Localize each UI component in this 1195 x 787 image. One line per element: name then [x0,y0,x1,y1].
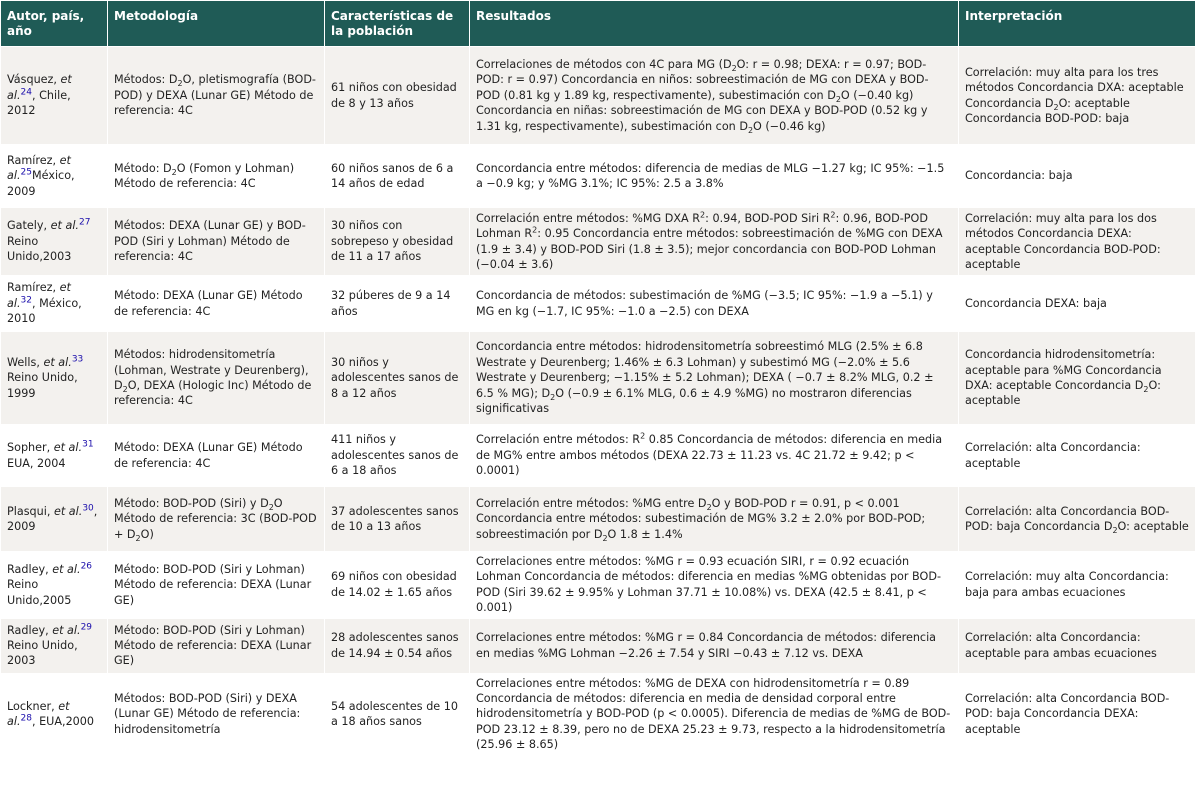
population-cell: 60 niños sanos de 6 a 14 años de edad [325,145,470,208]
author-cell: Gately, et al.$^{27}$ Reino Unido,2003 [1,208,108,276]
header-results: Resultados [470,1,959,47]
population-cell: 69 niños con obesidad de 14.02 ± 1.65 años [325,552,470,619]
methodology-cell: Métodos: DEXA (Lunar GE) y BOD-POD (Siri y Lohman) Método de referencia: 4C [108,208,325,276]
methodology-cell: Método: BOD-POD (Siri y Lohman) Método de referencia: DEXA (Lunar GE) [108,618,325,673]
population-cell: 30 niños y adolescentes sanos de 8 a 12 años [325,332,470,425]
author-cell: Radley, et al.$^{26}$ Reino Unido,2005 [1,552,108,619]
results-cell: Correlaciones entre métodos: %MG r = 0.84 Concordancia de métodos: diferencia en medias %MG Lohman −2.26 ± 7.54 y SIRI −0.43 ± 7.12 vs. DEXA [470,618,959,673]
table-row [1,487,1195,552]
header-row [1,1,1195,47]
author-cell: Radley, et al.$^{29}$ Reino Unido, 2003 [1,618,108,673]
header-methodology: Metodología [108,1,325,47]
table-row [1,208,1195,276]
population-cell: 32 púberes de 9 a 14 años [325,276,470,332]
interpretation-cell: Concordancia DEXA: baja [959,276,1195,332]
population-cell: 28 adolescentes sanos de 14.94 ± 0.54 años [325,618,470,673]
table-row [1,47,1195,145]
interpretation-cell: Correlación: alta Concordancia: aceptable para ambas ecuaciones [959,618,1195,673]
interpretation-cell: Correlación: muy alta Concordancia: baja para ambas ecuaciones [959,552,1195,619]
interpretation-cell: Correlación: muy alta para los dos métodos Concordancia DEXA: aceptable Concordancia BOD-POD: aceptable [959,208,1195,276]
results-cell: Correlaciones entre métodos: %MG de DEXA con hidrodensitometría r = 0.89 Concordancia de métodos: diferencia en media de densidad corporal entre hidrodensitometría y BOD-POD (p < 0.0005). Diferencia de medias de %MG de BOD-POD 23.12 ± 8.39, pero no de DEXA 25.23 ± 9.73, respecto a la hidrodensitometría (25.96 ± 8.65) [470,673,959,755]
methodology-cell: Método: $D_2O$ (Fomon y Lohman) Método de referencia: 4C [108,145,325,208]
results-cell: Correlaciones entre métodos: %MG r = 0.93 ecuación SIRI, r = 0.92 ecuación Lohman Concordancia de métodos: diferencia en medias %MG obtenidas por BOD-POD (Siri 39.62 ± 9.95% y Lohman 37.71 ± 10.08%) vs. DEXA (42.5 ± 8.41, p < 0.001) [470,552,959,619]
population-cell: 30 niños con sobrepeso y obesidad de 11 a 17 años [325,208,470,276]
population-cell: 37 adolescentes sanos de 10 a 13 años [325,487,470,552]
header-author: Autor, país, año [1,1,108,47]
methodology-cell: Método: DEXA (Lunar GE) Método de referencia: 4C [108,425,325,487]
table-row [1,552,1195,619]
results-cell: Concordancia de métodos: subestimación de %MG (−3.5; IC 95%: −1.9 a −5.1) y MG en kg (−1.7, IC 95%: −1.0 a −2.5) con DEXA [470,276,959,332]
table-row [1,145,1195,208]
table-row [1,276,1195,332]
results-cell: Correlación entre métodos: %MG DXA $R^2$: 0.94, BOD-POD Siri $R^2$: 0.96, BOD-POD Lohman $R^2$: 0.95 Concordancia entre métodos: sobreestimación de %MG con DEXA (1.9 ± 3.4) y BOD-POD Siri (1.8 ± 3.5); mejor concordancia con BOD-POD Lohman (−0.04 ± 3.6) [470,208,959,276]
header-interpretation: Interpretación [959,1,1195,47]
interpretation-cell: Concordancia: baja [959,145,1195,208]
author-cell: Ramírez, et al.$^{25}$México, 2009 [1,145,108,208]
population-cell: 411 niños y adolescentes sanos de 6 a 18 años [325,425,470,487]
results-cell: Correlación entre métodos: $R^2$ 0.85 Concordancia de métodos: diferencia en media de MG% entre ambos métodos (DEXA 22.73 ± 11.23 vs. 4C 21.72 ± 9.42; p < 0.0001) [470,425,959,487]
author-cell: Lockner, et al.$^{28}$, EUA,2000 [1,673,108,755]
results-cell: Correlaciones de métodos con 4C para MG ($D_2O$: r = 0.98; DEXA: r = 0.97; BOD-POD: r = 0.97) Concordancia en niños: sobreestimación de MG con DEXA y BOD-POD (0.81 kg y 1.89 kg, respectivamente), subestimación con $D_2O$ (−0.40 kg) Concordancia en niñas: sobreestimación de MG con DEXA y BOD-POD (0.52 kg y 1.31 kg, respectivamente), subestimación con $D_2O$ (−0.46 kg) [470,47,959,145]
interpretation-cell: Correlación: alta Concordancia: aceptable [959,425,1195,487]
methodology-cell: Método: BOD-POD (Siri y Lohman) Método de referencia: DEXA (Lunar GE) [108,552,325,619]
methodology-cell: Métodos: BOD-POD (Siri) y DEXA (Lunar GE) Método de referencia: hidrodensitometría [108,673,325,755]
interpretation-cell: Correlación: muy alta para los tres métodos Concordancia DXA: aceptable Concordancia $D_2O$: aceptable Concordancia BOD-POD: baja [959,47,1195,145]
interpretation-cell: Correlación: alta Concordancia BOD-POD: baja Concordancia $D_2O$: aceptable [959,487,1195,552]
author-cell: Sopher, et al.$^{31}$ EUA, 2004 [1,425,108,487]
table-row [1,673,1195,755]
author-cell: Wells, et al.$^{33}$ Reino Unido, 1999 [1,332,108,425]
population-cell: 61 niños con obesidad de 8 y 13 años [325,47,470,145]
methodology-cell: Métodos: hidrodensitometría (Lohman, Westrate y Deurenberg), $D_2O$, DEXA (Hologic Inc) Método de referencia: 4C [108,332,325,425]
results-cell: Correlación entre métodos: %MG entre $D_2O$ y BOD-POD r = 0.91, p < 0.001 Concordancia entre métodos: subestimación de MG% 3.2 ± 2.0% por BOD-POD; sobreestimación por $D_2O$ 1.8 ± 1.4% [470,487,959,552]
author-cell: Vásquez, et al.$^{24}$, Chile, 2012 [1,47,108,145]
methodology-cell: Método: BOD-POD (Siri) y $D_2O$ Método de referencia: 3C $(BOD-POD + D_2O)$ [108,487,325,552]
author-cell: Ramírez, et al.$^{32}$, México, 2010 [1,276,108,332]
table-row [1,618,1195,673]
interpretation-cell: Correlación: alta Concordancia BOD-POD: baja Concordancia DEXA: aceptable [959,673,1195,755]
header-population: Características de la población [325,1,470,47]
author-cell: Plasqui, et al.$^{30}$, 2009 [1,487,108,552]
table-body [1,47,1195,756]
methodology-cell: Método: DEXA (Lunar GE) Método de referencia: 4C [108,276,325,332]
results-cell: Concordancia entre métodos: hidrodensitometría sobreestimó MLG (2.5% ± 6.8 Westrate y Deurenberg; 1.46% ± 6.3 Lohman) y subestimó MG (−2.0% ± 5.6 Westrate y Deurenberg; −1.15% ± 5.2 Lohman); DEXA ( −0.7 ± 8.2% MLG, 0.2 ± 6.5 % MG); $D_2O$ (−0.9 ± 6.1% MLG, 0.6 ± 4.9 %MG) no mostraron diferencias significativas [470,332,959,425]
interpretation-cell: Concordancia hidrodensitometría: aceptable para %MG Concordancia DXA: aceptable Concordancia $D_2O$: aceptable [959,332,1195,425]
table-row [1,332,1195,425]
results-cell: Concordancia entre métodos: diferencia de medias de MLG −1.27 kg; IC 95%: −1.5 a −0.9 kg; y %MG 3.1%; IC 95%: 2.5 a 3.8% [470,145,959,208]
population-cell: 54 adolescentes de 10 a 18 años sanos [325,673,470,755]
table-row [1,425,1195,487]
methodology-cell: Métodos: $D_2O$, pletismografía (BOD-POD) y DEXA (Lunar GE) Método de referencia: 4C [108,47,325,145]
